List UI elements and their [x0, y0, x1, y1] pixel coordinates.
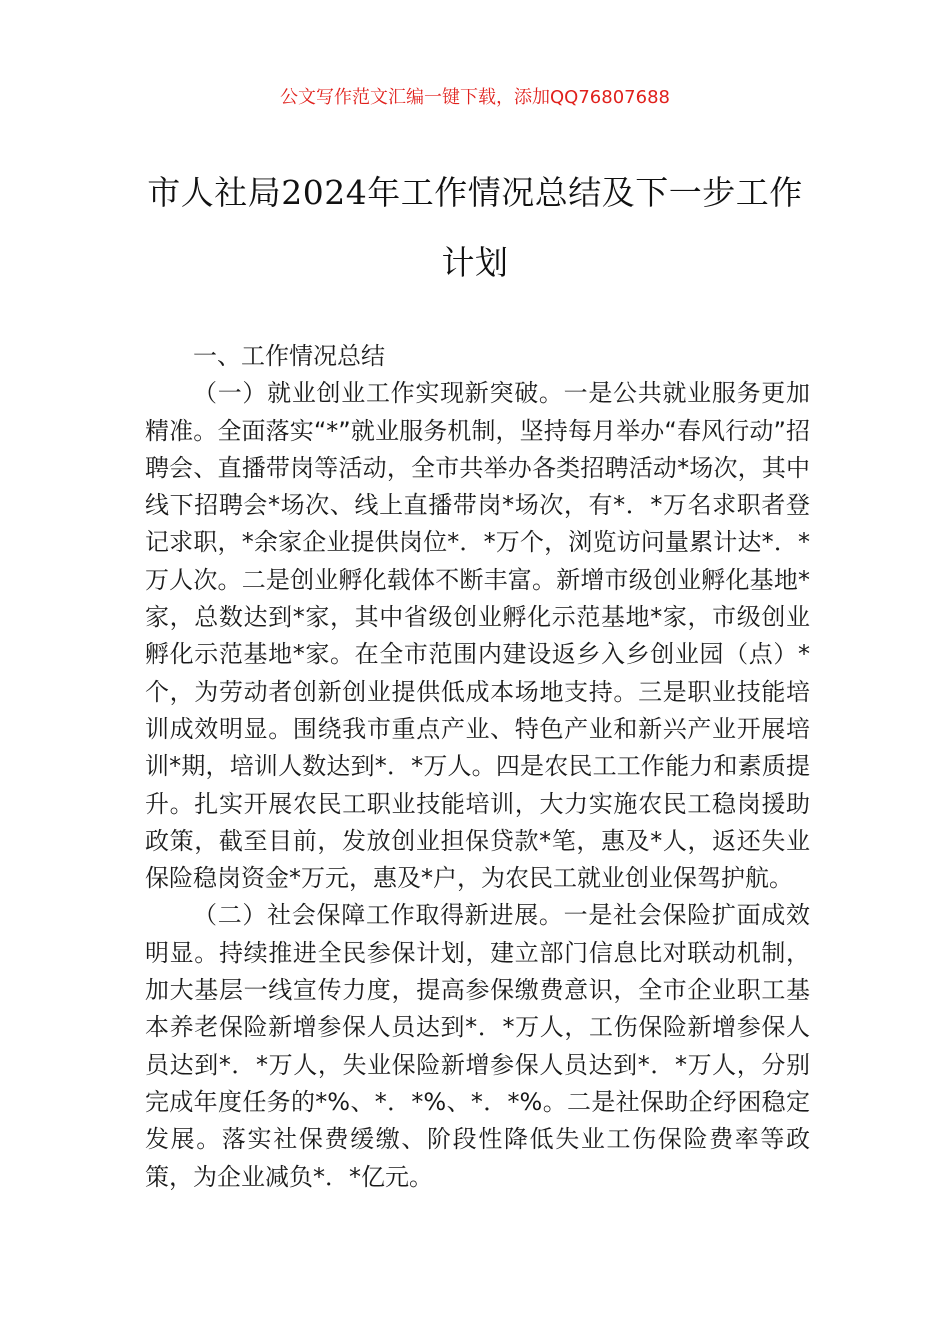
document-title: 市人社局2024年工作情况总结及下一步工作计划	[147, 173, 803, 282]
section-heading: 一、工作情况总结	[193, 342, 385, 370]
header-download-note: 公文写作范文汇编一键下载，添加QQ76807688	[280, 87, 670, 108]
paragraph-employment: （一）就业创业工作实现新突破。一是公共就业服务更加精准。全面落实“*”就业服务机制，坚持每月举办“春风行动”招聘会、直播带岗等活动，全市共举办各类招聘活动*场次，其中线下招聘会*场次、线上直播带岗*场次，有*．*万名求职者登记求职，*余家企业提供岗位*．*万个，浏览访问量累计达*．*万人次。二是创业孵化载体不断丰富。新增市级创业孵化基地*家，总数达到*家，其中省级创业孵化示范基地*家，市级创业孵化示范基地*家。在全市范围内建设返乡入乡创业园（点）*个，为劳动者创新创业提供低成本场地支持。三是职业技能培训成效明显。围绕我市重点产业、特色产业和新兴产业开展培训*期，培训人数达到*．*万人。四是农民工工作能力和素质提升。扎实开展农民工职业技能培训，大力实施农民工稳岗援助政策，截至目前，发放创业担保贷款*笔，惠及*人，返还失业保险稳岗资金*万元，惠及*户，为农民工就业创业保驾护航。	[145, 379, 810, 893]
paragraph-social-security: （二）社会保障工作取得新进展。一是社会保险扩面成效明显。持续推进全民参保计划，建立部门信息比对联动机制，加大基层一线宣传力度，提高参保缴费意识，全市企业职工基本养老保险新增参保人员达到*．*万人，工伤保险新增参保人员达到*．*万人，失业保险新增参保人员达到*．*万人，分别完成年度任务的*%、*．*%、*．*%。二是社保助企纾困稳定发展。落实社保费缓缴、阶段性降低失业工伤保险费率等政策，为企业减负*．*亿元。	[145, 901, 810, 1191]
document-body	[145, 338, 810, 1196]
